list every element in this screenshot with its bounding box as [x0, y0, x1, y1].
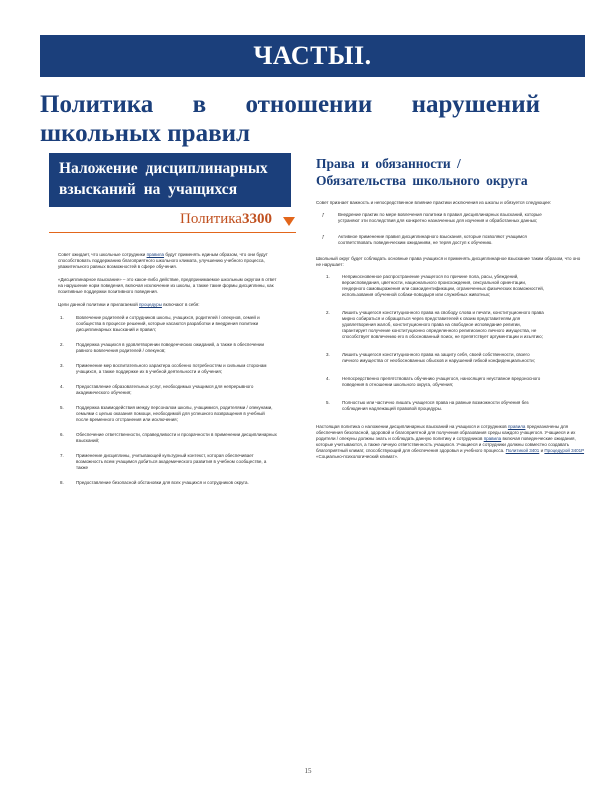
- policy-prefix: Политика: [180, 211, 242, 227]
- intro-text-cont: будут применять единым образом, что они будут способствовать поддержанию благоприятного школьного климата, улучшению учебного процесса, уважительного равных возможностей в сфере обучения.: [58, 252, 268, 269]
- right-column: [316, 200, 586, 466]
- list-item: 1. Неприкосновенное распространение учащегося по причине пола, расы, убеждений, вероисповедания, цветности, национального происхождения, сексуальной ориентации, гендерного самовыражения или самоидентификации, ограниченных физических возможностей, использования обученной собаки-поводыря или служебных животных;: [326, 274, 544, 297]
- list-item: 4. Непосредственно препятствовать обучению учащегося, наносящего неуставное вредоносного поведения в отношении школьного округа, обучения;: [326, 376, 541, 387]
- rules-link[interactable]: правила: [146, 252, 165, 257]
- section-banner: [40, 35, 585, 77]
- list-item: 4. Предоставление образовательных услуг, необходимых учащимся для непрерывного академического обучения;: [60, 384, 254, 395]
- closing-paragraph: Настоящая политика о наложении дисциплинарных взысканий на учащихся и сотрудников правила предназначены для обеспечения безопасной, здоровой и благоприятной для получения образования среды каждого учащегося. Учащиеся и их родители / опекуны должны знать и соблюдать данную политику и сотрудников правила включая поведенческие ожидания, которые учитываются, а также личную ответственность учащихся. Учащиеся и сотрудники должны совместно создавать благоприятный климат, способствующий для обеспечения здоровья и учебного процесса. Политикой 3401 и Процедурой 3401P «Социально-психологический климат».: [316, 424, 585, 459]
- procedures-link[interactable]: процедуры: [139, 302, 162, 307]
- section-heading: Права и обязанности / Обязательства школьного округа: [316, 156, 528, 188]
- triangle-down-icon: [283, 217, 295, 226]
- page-number: 15: [304, 767, 312, 775]
- list-item: 6. Обеспечение ответственности, справедливости и прозрачности в применении дисциплинарных взысканий;: [60, 432, 277, 443]
- list-item: ƒ Внедрение практик по мере вовлечения политики в правил дисциплинарных взысканий, которые устраняют эти последствия для конкретно назначенных для изучения и обработанных данных;: [322, 212, 542, 223]
- list-item: 5. Поддержка взаимодействия между персоналом школы, учащимися, родителями / опекунами, семьями с целью оказания помощи, необходимой для успешного возвращения в учебный после временного отстранения или исключения;: [60, 405, 273, 422]
- procedure-3401p-link[interactable]: Процедурой 3401P: [544, 448, 585, 453]
- page-title: Политика в отношении нарушений школьных правил: [40, 91, 540, 147]
- definition-paragraph: «Дисциплинарное взыскание» – это какое-либо действие, предпринимаемое школьным округом в ответ на нарушение норм поведения, включая исключение из школы, а также такие формы дисциплины, как позитивные поддержки позитивного поведения.: [58, 277, 277, 294]
- list-item: 1. Вовлечение родителей и сотрудников школы, учащихся, родителей / опекунов, семей и сообщества в процессе решений, которые касаются разработки и внедрения политики дисциплинарных взысканий и правил;: [60, 315, 260, 332]
- goals-text-cont: включают в себя:: [163, 302, 200, 307]
- list-item: 2. Поддержка учащихся в удовлетворении поведенческих ожиданий, а также в обеспечении равного вовлечения родителей / опекунов;: [60, 342, 265, 353]
- goals-list: [58, 315, 278, 486]
- commitment-paragraph: Совет признает важность и непосредственное влияние практики исключения из школы и обязуется следующее:: [316, 200, 552, 205]
- rights-list: [316, 274, 586, 412]
- left-column: [58, 252, 278, 495]
- rights-paragraph: Школьный округ будет соблюдать основные права учащихся и применять дисциплинарное взыскание таким образом, что оно не нарушает:: [316, 256, 581, 267]
- goals-text: Цели данной политики и прилагаемой: [58, 302, 138, 307]
- list-item: 8. Предоставление безопасной обстановки для всех учащихся и сотрудников округа.: [60, 480, 249, 485]
- rules-link[interactable]: правила: [507, 424, 526, 429]
- subtitle-box: Наложение дисциплинарных взысканий на учащихся: [49, 153, 291, 207]
- goals-paragraph: [58, 302, 278, 308]
- commitment-list: [316, 212, 586, 246]
- list-item: 5. Полностью или частично лишать учащегося права на равные возможности обучения без соблюдения надлежащей правовой процедуры.: [326, 400, 529, 411]
- rules-link[interactable]: правила: [483, 436, 502, 441]
- list-item: 2. Лишить учащегося конституционного права на свободу слова и печати, конституционного права мирно собираться и обращаться через представителей к своим представителям для удовлетворения жалоб, конституционного права на свободное исповедание религии, гарантирует получение конституционно определенного религиозного личного имущества, не способствует вовлечению его в обоснованный поиск, не препятствует аргументации и изъятию;: [326, 310, 544, 339]
- list-item: 3. Лишить учащегося конституционного права на защиту себя, своей собственности, своего личного имущества от необоснованных обысков и нарушений гибкой конфиденциальности;: [326, 352, 535, 363]
- intro-text: Совет ожидает, что школьные сотрудники: [58, 252, 146, 257]
- divider: [49, 232, 296, 233]
- section-banner-text: ЧАСТЫІ.: [253, 41, 372, 70]
- list-item: 3. Применение мер воспитательного характера особенно потребностям и сильным сторонам учащихся, а также поддержке их в учебной деятельности и обучения;: [60, 363, 267, 374]
- list-item: 7. Применение дисциплины, учитывающей культурный контекст, которая обеспечивает возможность всем учащимся добиться академического развития в учебном сообществе, а также: [60, 453, 267, 470]
- intro-paragraph: [58, 252, 278, 270]
- policy-number: [180, 211, 272, 228]
- list-item: ƒ Активное применение правил дисциплинарного взыскания, которые позволяют учащимся соответствовать поведенческим ожиданиям, не теряя доступ к обучению.: [322, 234, 527, 245]
- policy-3401-link[interactable]: Политикой 3401: [505, 448, 540, 453]
- policy-code: 3300: [241, 211, 272, 227]
